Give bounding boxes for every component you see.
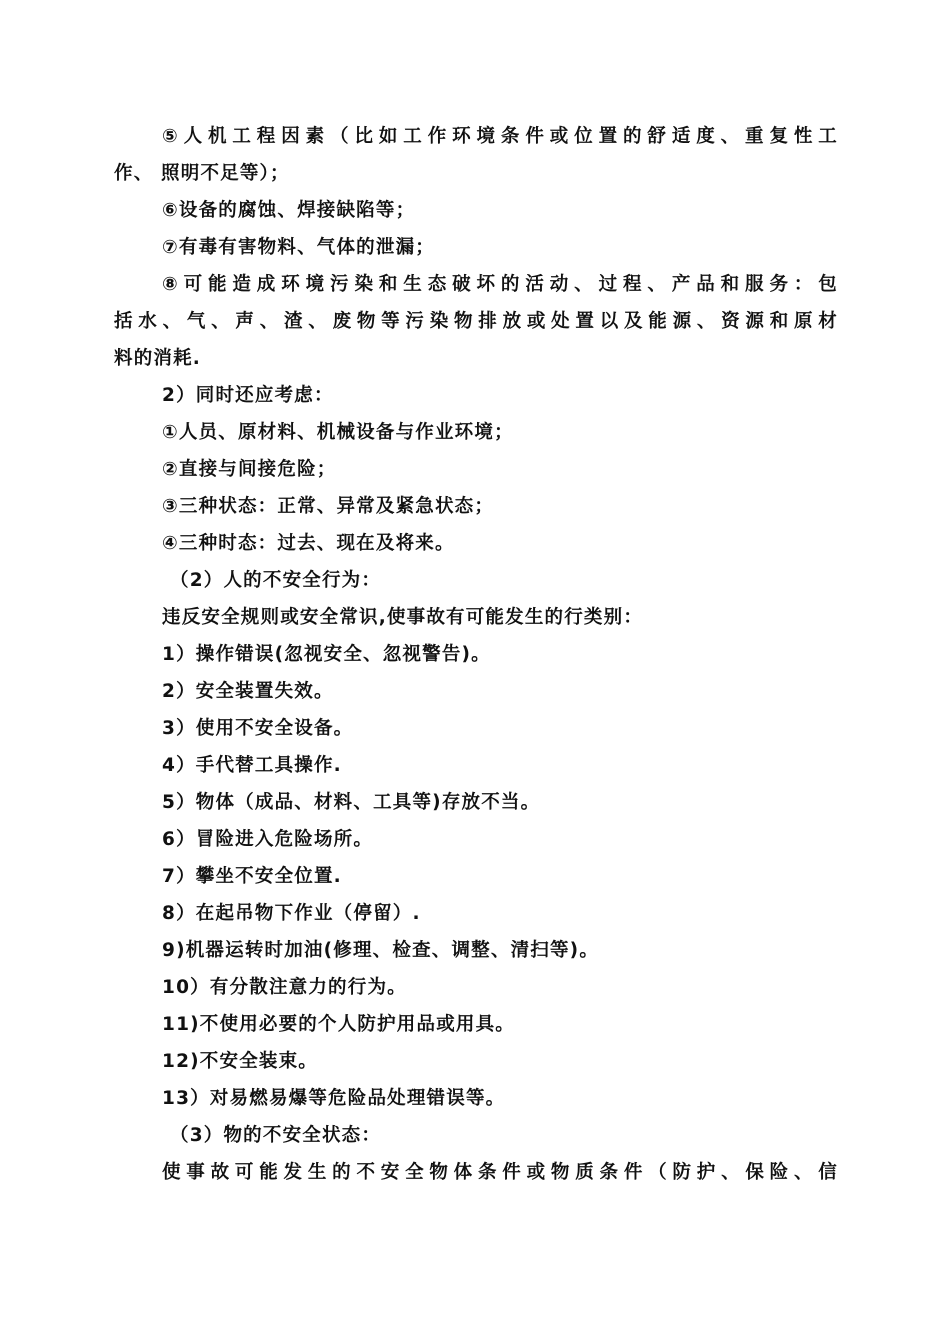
list-item: 4）手代替工具操作. xyxy=(162,755,342,776)
list-item: 13）对易燃易爆等危险品处理错误等。 xyxy=(162,1088,506,1109)
text-line: ⑦有毒有害物料、气体的泄漏； xyxy=(162,237,435,258)
text-line: 括水、气、声、渣、废物等污染物排放或处置以及能源、资源和原材 xyxy=(114,311,838,332)
list-item: 6）冒险进入危险场所。 xyxy=(162,829,374,850)
list-item: 9)机器运转时加油(修理、检查、调整、清扫等)。 xyxy=(162,940,600,961)
text-line: ⑥设备的腐蚀、焊接缺陷等； xyxy=(162,200,416,221)
list-item: 8）在起吊物下作业（停留）. xyxy=(162,903,421,924)
list-item: 3）使用不安全设备。 xyxy=(162,718,354,739)
list-item: 12)不安全装束。 xyxy=(162,1051,319,1072)
text-line: ④三种时态：过去、现在及将来。 xyxy=(162,533,455,554)
list-item: 1）操作错误(忽视安全、忽视警告)。 xyxy=(162,644,491,665)
text-line: ③三种状态：正常、异常及紧急状态； xyxy=(162,496,495,517)
list-item: 5）物体（成品、材料、工具等)存放不当。 xyxy=(162,792,541,813)
text-line: 违反安全规则或安全常识,使事故有可能发生的行类别： xyxy=(162,607,644,628)
text-line: 作、 照明不足等）； xyxy=(114,163,290,184)
list-item: 7）攀坐不安全位置. xyxy=(162,866,342,887)
list-item: 10）有分散注意力的行为。 xyxy=(162,977,407,998)
text-line: ①人员、原材料、机械设备与作业环境； xyxy=(162,422,514,443)
text-line: 料的消耗. xyxy=(114,348,202,369)
document-body xyxy=(114,118,838,1191)
text-line: 2）同时还应考虑： xyxy=(162,385,334,406)
section-heading: （2）人的不安全行为： xyxy=(170,570,382,591)
section-heading: （3）物的不安全状态： xyxy=(170,1125,382,1146)
text-line: ⑤人机工程因素（比如工作环境条件或位置的舒适度、重复性工 xyxy=(162,126,838,147)
list-item: 11)不使用必要的个人防护用品或用具。 xyxy=(162,1014,516,1035)
text-line: ⑧可能造成环境污染和生态破坏的活动、过程、产品和服务：包 xyxy=(162,274,838,295)
text-line: 使事故可能发生的不安全物体条件或物质条件（防护、保险、信 xyxy=(162,1162,838,1183)
text-line: ②直接与间接危险； xyxy=(162,459,337,480)
list-item: 2）安全装置失效。 xyxy=(162,681,334,702)
